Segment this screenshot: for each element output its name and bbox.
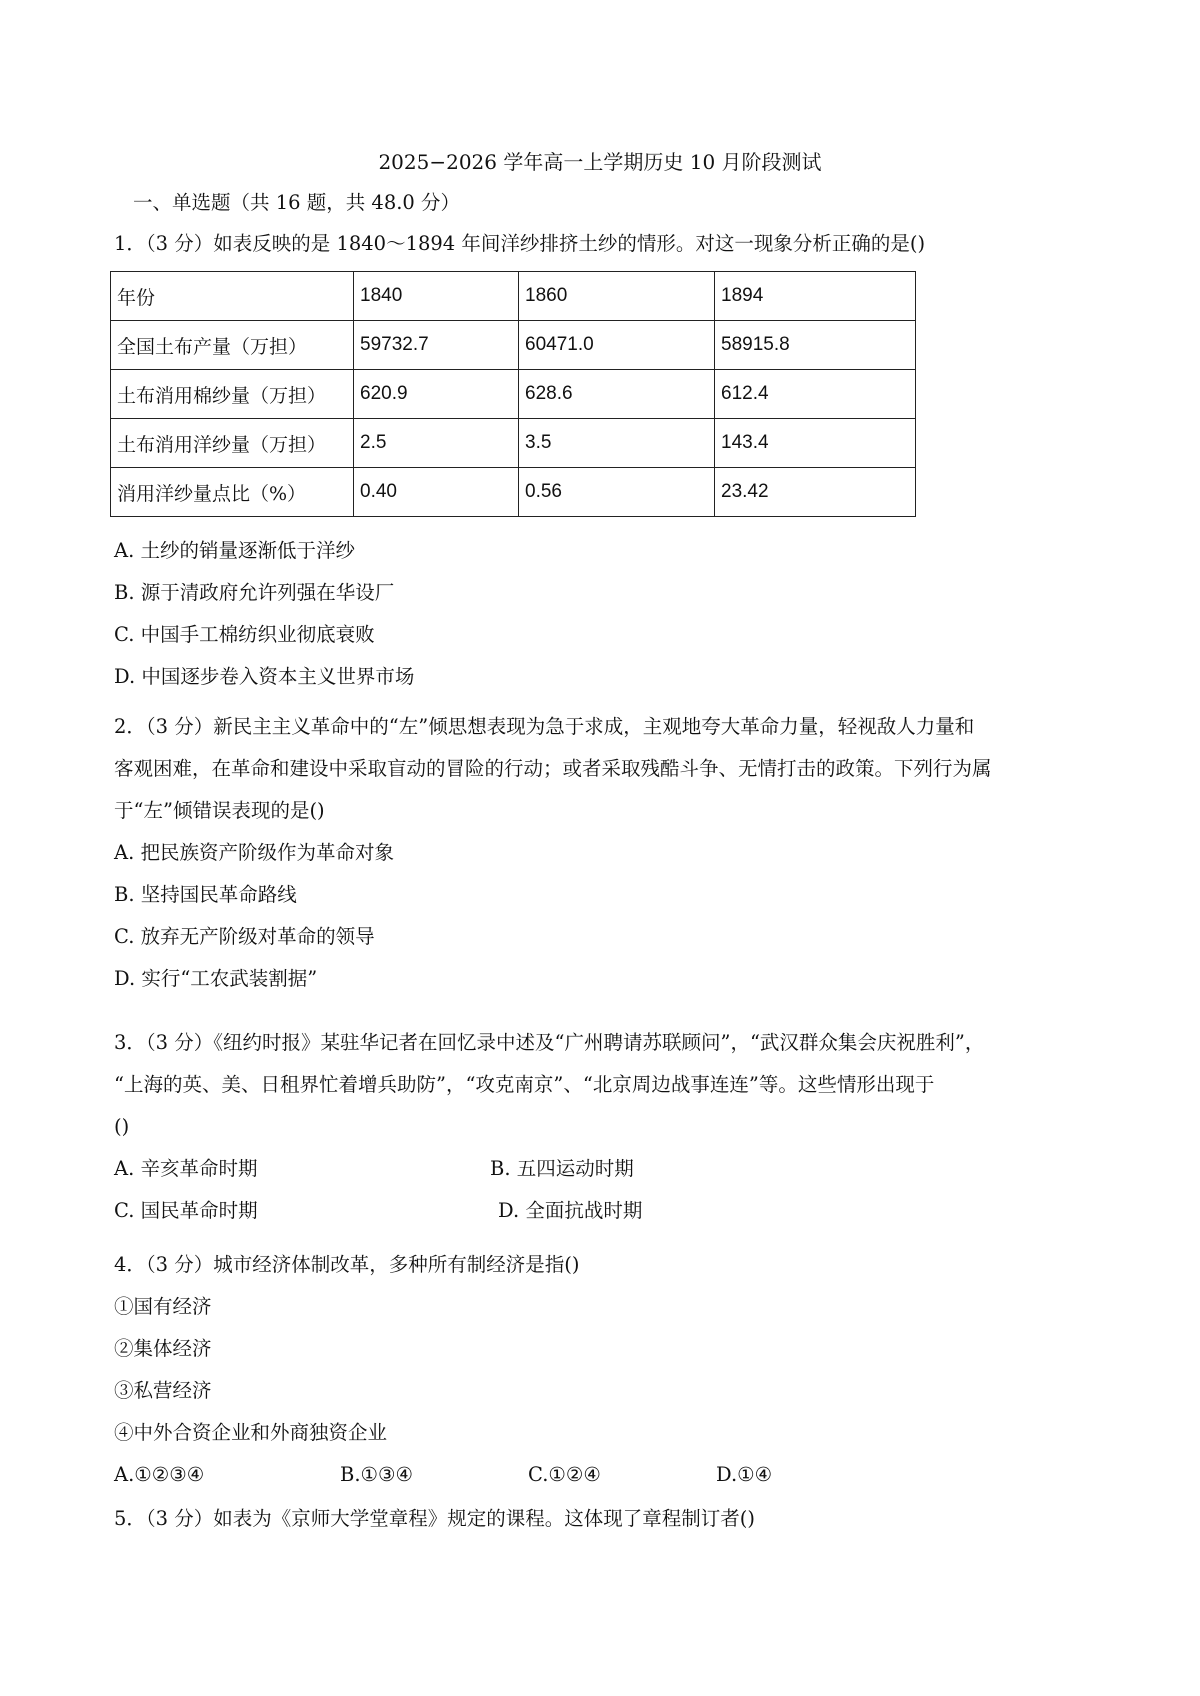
question-1-option-d: D. 中国逐步卷入资本主义世界市场: [114, 665, 415, 688]
table-cell: 628.6: [519, 370, 715, 419]
yarn-data-table: [110, 271, 916, 517]
table-cell: 土布消用棉纱量（万担）: [111, 370, 354, 419]
question-3-stem-line: “上海的英、美、日租界忙着增兵助防”，“攻克南京”、“北京周边战事连连”等。这些情形出现于: [114, 1073, 935, 1096]
question-2-stem-line: 客观困难，在革命和建设中采取盲动的冒险的行动；或者采取残酷斗争、无情打击的政策。下列行为属: [114, 757, 992, 780]
question-3-option-d: D. 全面抗战时期: [498, 1199, 643, 1222]
question-2-stem-line: 2．（3 分）新民主主义革命中的“左”倾思想表现为急于求成，主观地夸大革命力量，轻视敌人力量和: [114, 715, 975, 738]
table-cell: 消用洋纱量点比（%）: [111, 468, 354, 517]
table-cell: 3.5: [519, 419, 715, 468]
table-cell: 0.40: [354, 468, 519, 517]
table-cell: 59732.7: [354, 321, 519, 370]
question-4-option-b: B.①③④: [340, 1463, 413, 1486]
question-3-option-c: C. 国民革命时期: [114, 1199, 258, 1222]
question-1-option-c: C. 中国手工棉纺织业彻底衰败: [114, 623, 375, 646]
question-4-item: ①国有经济: [114, 1295, 212, 1318]
question-1-stem: 1．（3 分）如表反映的是 1840～1894 年间洋纱排挤土纱的情形。对这一现象分析正确的是(): [114, 232, 926, 255]
table-cell: 全国土布产量（万担）: [111, 321, 354, 370]
question-4-item: ④中外合资企业和外商独资企业: [114, 1421, 388, 1444]
table-cell: 1840: [354, 272, 519, 321]
question-1-option-a: A. 土纱的销量逐渐低于洋纱: [114, 539, 355, 562]
table-row: [111, 370, 916, 419]
table-cell: 143.4: [715, 419, 916, 468]
question-4-option-c: C.①②④: [528, 1463, 601, 1486]
table-row: [111, 321, 916, 370]
table-row: [111, 468, 916, 517]
question-4-stem: 4．（3 分）城市经济体制改革，多种所有制经济是指(): [114, 1253, 580, 1276]
table-cell: 2.5: [354, 419, 519, 468]
question-4-option-d: D.①④: [716, 1463, 773, 1486]
table-cell: 23.42: [715, 468, 916, 517]
table-cell: 612.4: [715, 370, 916, 419]
table-cell: 土布消用洋纱量（万担）: [111, 419, 354, 468]
table-cell: 1860: [519, 272, 715, 321]
table-cell: 58915.8: [715, 321, 916, 370]
table-header-row: [111, 272, 916, 321]
question-4-item: ②集体经济: [114, 1337, 212, 1360]
question-2-option-a: A. 把民族资产阶级作为革命对象: [114, 841, 394, 864]
question-2-option-d: D. 实行“工农武装割据”: [114, 967, 318, 990]
question-5-stem: 5．（3 分）如表为《京师大学堂章程》规定的课程。这体现了章程制订者(): [114, 1507, 755, 1530]
question-3-stem-line: 3．（3 分）《纽约时报》某驻华记者在回忆录中述及“广州聘请苏联顾问”，“武汉群众集会庆祝胜利”，: [114, 1031, 985, 1054]
question-4-item: ③私营经济: [114, 1379, 212, 1402]
question-4-option-a: A.①②③④: [114, 1463, 205, 1486]
question-2-stem-line: 于“左”倾错误表现的是(): [114, 799, 325, 822]
question-3-option-b: B. 五四运动时期: [490, 1157, 634, 1180]
exam-title: 2025−2026 学年高一上学期历史 10 月阶段测试: [378, 150, 822, 174]
table-cell: 1894: [715, 272, 916, 321]
section-heading: 一、单选题（共 16 题，共 48.0 分）: [133, 191, 461, 214]
table-cell: 年份: [111, 272, 354, 321]
question-3-option-a: A. 辛亥革命时期: [114, 1157, 258, 1180]
table-row: [111, 419, 916, 468]
question-2-option-c: C. 放弃无产阶级对革命的领导: [114, 925, 375, 948]
question-2-option-b: B. 坚持国民革命路线: [114, 883, 297, 906]
question-1-option-b: B. 源于清政府允许列强在华设厂: [114, 581, 395, 604]
table-cell: 620.9: [354, 370, 519, 419]
question-3-stem-line: (): [114, 1115, 130, 1138]
table-cell: 0.56: [519, 468, 715, 517]
table-cell: 60471.0: [519, 321, 715, 370]
